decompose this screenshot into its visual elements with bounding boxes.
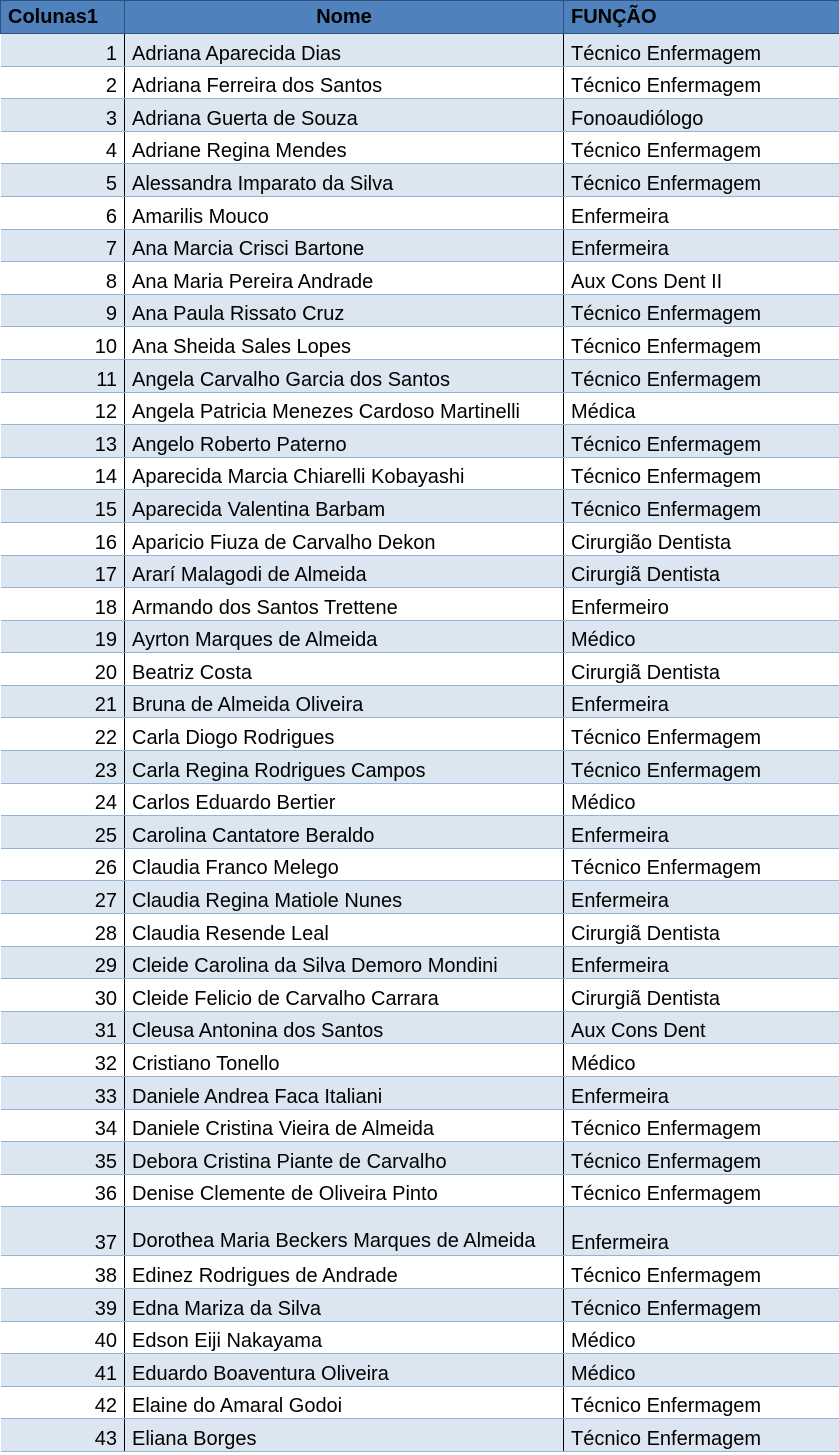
table-row xyxy=(1,164,839,197)
role-cell[interactable]: Cirurgião Dentista xyxy=(564,522,839,555)
row-number-cell[interactable]: 35 xyxy=(1,1142,125,1175)
name-cell[interactable]: Cleide Carolina da Silva Demoro Mondini xyxy=(125,946,564,979)
role-cell[interactable]: Enfermeira xyxy=(564,1077,839,1110)
row-number-cell[interactable]: 36 xyxy=(1,1174,125,1207)
table-row xyxy=(1,1207,839,1256)
row-number-cell[interactable]: 27 xyxy=(1,881,125,914)
name-cell[interactable]: Claudia Resende Leal xyxy=(125,914,564,947)
row-number-cell[interactable]: 17 xyxy=(1,555,125,588)
role-cell[interactable]: Técnico Enfermagem xyxy=(564,1386,839,1419)
name-cell[interactable]: Armando dos Santos Trettene xyxy=(125,588,564,621)
row-number-cell[interactable]: 10 xyxy=(1,327,125,360)
name-cell[interactable]: Cleide Felicio de Carvalho Carrara xyxy=(125,979,564,1012)
role-cell[interactable]: Técnico Enfermagem xyxy=(564,294,839,327)
role-cell[interactable]: Técnico Enfermagem xyxy=(564,131,839,164)
table-row xyxy=(1,685,839,718)
table-row xyxy=(1,555,839,588)
table-row xyxy=(1,522,839,555)
table-row xyxy=(1,1321,839,1354)
row-number-cell[interactable]: 6 xyxy=(1,196,125,229)
name-cell[interactable]: Denise Clemente de Oliveira Pinto xyxy=(125,1174,564,1207)
role-cell[interactable]: Técnico Enfermagem xyxy=(564,457,839,490)
role-cell[interactable]: Técnico Enfermagem xyxy=(564,1142,839,1175)
row-number-cell[interactable]: 43 xyxy=(1,1419,125,1452)
role-cell[interactable]: Enfermeira xyxy=(564,196,839,229)
role-cell[interactable]: Técnico Enfermagem xyxy=(564,1256,839,1289)
table-row xyxy=(1,653,839,686)
name-cell[interactable]: Dorothea Maria Beckers Marques de Almeida xyxy=(125,1207,564,1256)
table-row xyxy=(1,946,839,979)
role-cell[interactable]: Técnico Enfermagem xyxy=(564,1419,839,1452)
table-row xyxy=(1,34,839,67)
name-cell[interactable]: Debora Cristina Piante de Carvalho xyxy=(125,1142,564,1175)
role-cell[interactable]: Técnico Enfermagem xyxy=(564,34,839,67)
row-number-cell[interactable]: 30 xyxy=(1,979,125,1012)
row-number-cell[interactable]: 34 xyxy=(1,1109,125,1142)
name-cell[interactable]: Carolina Cantatore Beraldo xyxy=(125,816,564,849)
role-cell[interactable]: Técnico Enfermagem xyxy=(564,848,839,881)
name-cell[interactable]: Ana Paula Rissato Cruz xyxy=(125,294,564,327)
role-cell[interactable]: Cirurgiã Dentista xyxy=(564,653,839,686)
row-number-cell[interactable]: 3 xyxy=(1,99,125,132)
table-row xyxy=(1,1386,839,1419)
row-number-cell[interactable]: 7 xyxy=(1,229,125,262)
row-number-cell[interactable]: 24 xyxy=(1,783,125,816)
name-cell[interactable]: Claudia Regina Matiole Nunes xyxy=(125,881,564,914)
row-number-cell[interactable]: 26 xyxy=(1,848,125,881)
table-row xyxy=(1,1077,839,1110)
name-cell[interactable]: Carla Diogo Rodrigues xyxy=(125,718,564,751)
table-row xyxy=(1,457,839,490)
table-row xyxy=(1,1011,839,1044)
name-cell[interactable]: Eliana Borges xyxy=(125,1419,564,1452)
row-number-cell[interactable]: 2 xyxy=(1,66,125,99)
role-cell[interactable]: Médico xyxy=(564,1321,839,1354)
table-row xyxy=(1,1256,839,1289)
table-row xyxy=(1,718,839,751)
name-cell[interactable]: Carla Regina Rodrigues Campos xyxy=(125,751,564,784)
role-cell[interactable]: Técnico Enfermagem xyxy=(564,359,839,392)
table-row xyxy=(1,783,839,816)
name-cell[interactable]: Beatriz Costa xyxy=(125,653,564,686)
table-row xyxy=(1,1354,839,1387)
role-cell[interactable]: Médico xyxy=(564,783,839,816)
table-row xyxy=(1,425,839,458)
table-row xyxy=(1,1174,839,1207)
role-cell[interactable]: Médica xyxy=(564,392,839,425)
role-cell[interactable]: Aux Cons Dent II xyxy=(564,262,839,295)
name-cell[interactable]: Amarilis Mouco xyxy=(125,196,564,229)
row-number-cell[interactable]: 18 xyxy=(1,588,125,621)
name-cell[interactable]: Aparecida Marcia Chiarelli Kobayashi xyxy=(125,457,564,490)
row-number-cell[interactable]: 39 xyxy=(1,1288,125,1321)
row-number-cell[interactable]: 9 xyxy=(1,294,125,327)
row-number-cell[interactable]: 15 xyxy=(1,490,125,523)
row-number-cell[interactable]: 5 xyxy=(1,164,125,197)
name-cell[interactable]: Edna Mariza da Silva xyxy=(125,1288,564,1321)
row-number-cell[interactable]: 31 xyxy=(1,1011,125,1044)
role-cell[interactable]: Cirurgiã Dentista xyxy=(564,914,839,947)
row-number-cell[interactable]: 33 xyxy=(1,1077,125,1110)
name-cell[interactable]: Elaine do Amaral Godoi xyxy=(125,1386,564,1419)
table-row xyxy=(1,979,839,1012)
role-cell[interactable]: Enfermeiro xyxy=(564,588,839,621)
role-cell[interactable]: Cirurgiã Dentista xyxy=(564,555,839,588)
row-number-cell[interactable]: 22 xyxy=(1,718,125,751)
name-cell[interactable]: Ararí Malagodi de Almeida xyxy=(125,555,564,588)
name-cell[interactable]: Daniele Andrea Faca Italiani xyxy=(125,1077,564,1110)
table-row xyxy=(1,1109,839,1142)
row-number-cell[interactable]: 12 xyxy=(1,392,125,425)
row-number-cell[interactable]: 23 xyxy=(1,751,125,784)
row-number-cell[interactable]: 14 xyxy=(1,457,125,490)
row-number-cell[interactable]: 16 xyxy=(1,522,125,555)
role-cell[interactable]: Técnico Enfermagem xyxy=(564,1109,839,1142)
role-cell[interactable]: Enfermeira xyxy=(564,816,839,849)
row-number-cell[interactable]: 21 xyxy=(1,685,125,718)
name-cell[interactable]: Adriana Ferreira dos Santos xyxy=(125,66,564,99)
name-cell[interactable]: Angela Carvalho Garcia dos Santos xyxy=(125,359,564,392)
role-cell[interactable]: Médico xyxy=(564,620,839,653)
name-cell[interactable]: Edson Eiji Nakayama xyxy=(125,1321,564,1354)
name-cell[interactable]: Edinez Rodrigues de Andrade xyxy=(125,1256,564,1289)
column-header-funcao[interactable]: FUNÇÃO xyxy=(564,1,839,34)
header-row xyxy=(1,1,839,34)
role-cell[interactable]: Técnico Enfermagem xyxy=(564,425,839,458)
name-cell[interactable]: Ana Sheida Sales Lopes xyxy=(125,327,564,360)
table-row xyxy=(1,914,839,947)
name-cell[interactable]: Adriana Aparecida Dias xyxy=(125,34,564,67)
table-row xyxy=(1,620,839,653)
table-row xyxy=(1,1044,839,1077)
role-cell[interactable]: Cirurgiã Dentista xyxy=(564,979,839,1012)
name-cell[interactable]: Ana Marcia Crisci Bartone xyxy=(125,229,564,262)
role-cell[interactable]: Fonoaudiólogo xyxy=(564,99,839,132)
role-cell[interactable]: Técnico Enfermagem xyxy=(564,164,839,197)
table-row xyxy=(1,327,839,360)
role-cell[interactable]: Enfermeira xyxy=(564,946,839,979)
name-cell[interactable]: Adriane Regina Mendes xyxy=(125,131,564,164)
table-row xyxy=(1,1288,839,1321)
row-number-cell[interactable]: 41 xyxy=(1,1354,125,1387)
row-number-cell[interactable]: 37 xyxy=(1,1207,125,1256)
row-number-cell[interactable]: 1 xyxy=(1,34,125,67)
name-cell[interactable]: Angela Patricia Menezes Cardoso Martinelli xyxy=(125,392,564,425)
name-cell[interactable]: Daniele Cristina Vieira de Almeida xyxy=(125,1109,564,1142)
column-header-nome[interactable]: Nome xyxy=(125,1,564,34)
table-row xyxy=(1,1419,839,1452)
table-row xyxy=(1,229,839,262)
row-number-cell[interactable]: 13 xyxy=(1,425,125,458)
role-cell[interactable]: Técnico Enfermagem xyxy=(564,490,839,523)
name-cell[interactable]: Angelo Roberto Paterno xyxy=(125,425,564,458)
role-cell[interactable]: Enfermeira xyxy=(564,685,839,718)
row-number-cell[interactable]: 11 xyxy=(1,359,125,392)
table-row xyxy=(1,881,839,914)
row-number-cell[interactable]: 19 xyxy=(1,620,125,653)
role-cell[interactable]: Aux Cons Dent xyxy=(564,1011,839,1044)
name-cell[interactable]: Adriana Guerta de Souza xyxy=(125,99,564,132)
name-cell[interactable]: Eduardo Boaventura Oliveira xyxy=(125,1354,564,1387)
name-cell[interactable]: Ana Maria Pereira Andrade xyxy=(125,262,564,295)
role-cell[interactable]: Enfermeira xyxy=(564,229,839,262)
role-cell[interactable]: Técnico Enfermagem xyxy=(564,1288,839,1321)
table-row xyxy=(1,392,839,425)
row-number-cell[interactable]: 4 xyxy=(1,131,125,164)
table-row xyxy=(1,816,839,849)
table-row xyxy=(1,262,839,295)
table-row xyxy=(1,490,839,523)
role-cell[interactable]: Enfermeira xyxy=(564,1207,839,1256)
name-cell[interactable]: Alessandra Imparato da Silva xyxy=(125,164,564,197)
name-cell[interactable]: Aparecida Valentina Barbam xyxy=(125,490,564,523)
role-cell[interactable]: Médico xyxy=(564,1354,839,1387)
row-number-cell[interactable]: 40 xyxy=(1,1321,125,1354)
table-row xyxy=(1,99,839,132)
role-cell[interactable]: Médico xyxy=(564,1044,839,1077)
row-number-cell[interactable]: 8 xyxy=(1,262,125,295)
role-cell[interactable]: Técnico Enfermagem xyxy=(564,327,839,360)
row-number-cell[interactable]: 29 xyxy=(1,946,125,979)
table-row xyxy=(1,131,839,164)
row-number-cell[interactable]: 28 xyxy=(1,914,125,947)
name-cell[interactable]: Bruna de Almeida Oliveira xyxy=(125,685,564,718)
name-cell[interactable]: Carlos Eduardo Bertier xyxy=(125,783,564,816)
name-cell[interactable]: Cristiano Tonello xyxy=(125,1044,564,1077)
row-number-cell[interactable]: 25 xyxy=(1,816,125,849)
role-cell[interactable]: Enfermeira xyxy=(564,881,839,914)
role-cell[interactable]: Técnico Enfermagem xyxy=(564,751,839,784)
row-number-cell[interactable]: 38 xyxy=(1,1256,125,1289)
name-cell[interactable]: Aparicio Fiuza de Carvalho Dekon xyxy=(125,522,564,555)
row-number-cell[interactable]: 42 xyxy=(1,1386,125,1419)
table-row xyxy=(1,66,839,99)
row-number-cell[interactable]: 20 xyxy=(1,653,125,686)
name-cell[interactable]: Cleusa Antonina dos Santos xyxy=(125,1011,564,1044)
table-row xyxy=(1,751,839,784)
table-row xyxy=(1,588,839,621)
role-cell[interactable]: Técnico Enfermagem xyxy=(564,66,839,99)
table-row xyxy=(1,848,839,881)
table-body xyxy=(1,34,839,1452)
table-row xyxy=(1,359,839,392)
table-row xyxy=(1,294,839,327)
name-cell[interactable]: Claudia Franco Melego xyxy=(125,848,564,881)
column-header-colunas1[interactable]: Colunas1 xyxy=(1,1,125,34)
role-cell[interactable]: Técnico Enfermagem xyxy=(564,718,839,751)
row-number-cell[interactable]: 32 xyxy=(1,1044,125,1077)
role-cell[interactable]: Técnico Enfermagem xyxy=(564,1174,839,1207)
table-row xyxy=(1,196,839,229)
name-cell[interactable]: Ayrton Marques de Almeida xyxy=(125,620,564,653)
table-row xyxy=(1,1142,839,1175)
